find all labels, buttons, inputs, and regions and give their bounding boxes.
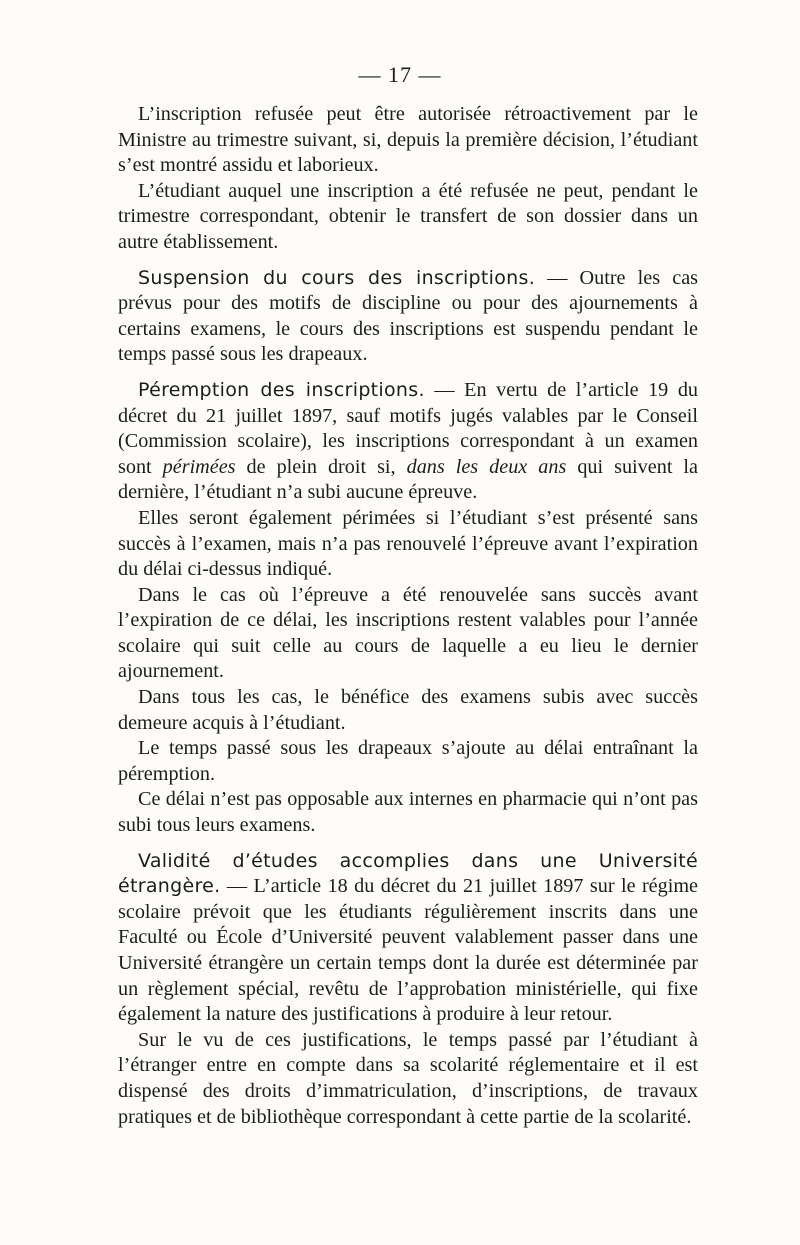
italic-term: périmées (162, 455, 236, 478)
paragraph: L’inscription refusée peut être autorisée rétroactivement par le Ministre au trimestre suivant, si, depuis la première décision, l’étudiant s’est montré assidu et laborieux. (118, 103, 698, 177)
paragraph: Sur le vu de ces justifications, le temps passé par l’étudiant à l’étranger entre en compte dans sa scolarité réglementaire et il est dispensé des droits d’immatriculation, d’inscriptions, de travaux pratiques et de bibliothèque correspondant à cette partie de la scolarité. (118, 1028, 698, 1128)
section-heading: Péremption des inscriptions. (138, 378, 425, 401)
paragraph-text: L’article 18 du décret du 21 juillet 1897 sur le régime scolaire prévoit que les étudiants régulièrement inscrits dans une Faculté ou École d’Université peuvent valablement passer dans une Université étrangère un certain temps dont la durée est déterminée par un règlement spécial, revêtu de l’approbation ministérielle, qui fixe également la nature des justifications à produire à leur retour. (118, 875, 698, 1026)
page-number: — 17 — (358, 62, 442, 87)
paragraph-text: de plein droit si, (235, 455, 407, 478)
paragraph: Ce délai n’est pas opposable aux internes en pharmacie qui n’ont pas subi tous leurs examens. (118, 788, 698, 837)
paragraph-peremption (118, 378, 698, 506)
paragraph: Le temps passé sous les drapeaux s’ajoute au délai entraînant la péremption. (118, 737, 698, 785)
italic-term: dans les deux ans (406, 455, 567, 478)
heading-dash: — (535, 266, 580, 289)
heading-dash: — (220, 875, 254, 898)
section-heading: Suspension du cours des inscriptions. (138, 266, 536, 289)
paragraph: Dans le cas où l’épreuve a été renouvelée sans succès avant l’expiration de ce délai, les inscriptions restent valables pour l’année scolaire qui suit celle au cours de laquelle a eu lieu le dernier ajournement. (118, 583, 698, 683)
paragraph-text: Outre les cas prévus pour des motifs de discipline ou pour des ajournements à certains examens, le cours des inscriptions est suspendu pendant le temps passé sous les drapeaux. (118, 266, 699, 366)
paragraph-text: En vertu de l’article 19 du décret du 21 juillet 1897, sauf motifs jugés valables par le Conseil (Commission scolaire), les inscriptions correspondant à un examen sont (118, 378, 699, 478)
paragraph: Elles seront également périmées si l’étudiant s’est présenté sans succès à l’examen, mais n’a pas renouvelé l’épreuve avant l’expiration du délai ci-dessus indiqué. (118, 506, 698, 581)
paragraph: L’étudiant auquel une inscription a été refusée ne peut, pendant le trimestre correspondant, obtenir le transfert de son dossier dans un autre établissement. (118, 179, 698, 253)
section-heading: Validité d’études accomplies dans une Université étrangère. (118, 849, 698, 898)
paragraph-text: qui suivent la dernière, l’étudiant n’a subi aucune épreuve. (118, 455, 698, 504)
heading-dash: — (424, 378, 465, 401)
paragraph: Dans tous les cas, le bénéfice des examens subis avec succès demeure acquis à l’étudiant. (118, 686, 698, 734)
paragraph-validite (118, 849, 698, 1028)
paragraph-suspension (118, 266, 698, 368)
page-body (118, 102, 698, 1130)
